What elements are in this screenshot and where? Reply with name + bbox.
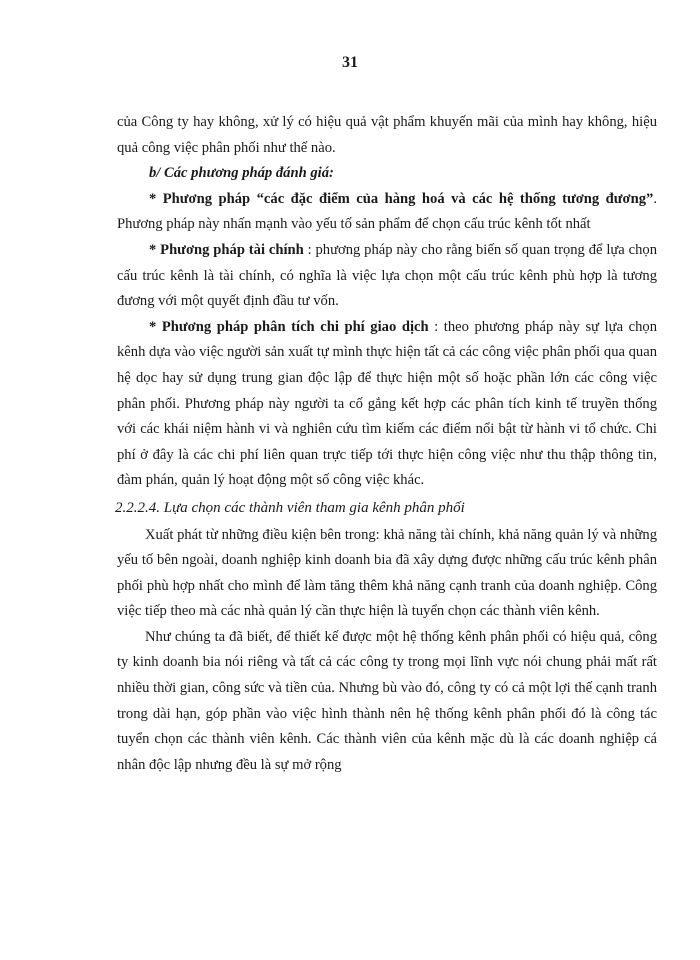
method-characteristics-title: * Phương pháp “các đặc điểm của hàng hoá và các hệ thống tương đương” bbox=[149, 190, 654, 207]
paragraph-continuation: của Công ty hay không, xử lý có hiệu quả vật phẩm khuyến mãi của mình hay không, hiệu quả công việc phân phối như thế nào. bbox=[117, 114, 657, 156]
method-financial-text: : phương pháp này cho rằng biến số quan trọng để lựa chọn cấu trúc kênh là tài chính, có nghĩa là việc lựa chọn một cấu trúc kênh phù hợp là tương đương với một quyết định đầu tư vốn. bbox=[117, 241, 657, 310]
method-characteristics-text: . Phương pháp này nhấn mạnh vào yếu tố sản phẩm để chọn cấu trúc kênh tốt nhất bbox=[117, 190, 657, 233]
method-transaction-cost-paragraph bbox=[117, 315, 657, 494]
method-financial-title: * Phương pháp tài chính bbox=[149, 241, 304, 258]
section-heading-2-2-2-4: 2.2.2.4. Lựa chọn các thành viên tham gia kênh phân phối bbox=[115, 499, 465, 516]
method-characteristics-paragraph bbox=[117, 187, 657, 238]
method-transaction-cost-text: : theo phương pháp này sự lựa chọn kênh dựa vào việc người sản xuất tự mình thực hiện tất cả các công việc phân phối qua quan hệ dọc hay sử dụng trung gian độc lập để thực hiện một số hoặc phần lớn các công việc phân phối. Phương pháp này người ta cố gắng kết hợp các phân tích kinh tế truyền thống với các khái niệm hành vi và nghiên cứu tìm kiếm các điểm nổi bật từ hành vi tổ chức. Chi phí ở đây là các chi phí liên quan trực tiếp tới thực hiện công việc như thu thập thông tin, đàm phán, quản lý hoạt động một số công việc khác. bbox=[117, 318, 657, 489]
document-body bbox=[117, 110, 657, 778]
page-number: 31 bbox=[342, 54, 358, 71]
paragraph-selection-intro: Xuất phát từ những điều kiện bên trong: khả năng tài chính, khả năng quản lý và những yếu tố bên ngoài, doanh nghiệp kinh doanh bia đã xây dựng được những cấu trúc kênh phân phối phù hợp nhất cho mình để làm tăng thêm khả năng cạnh tranh của doanh nghiệp. Công việc tiếp theo mà các nhà quản lý cần thực hiện là tuyển chọn các thành viên kênh. bbox=[117, 526, 657, 620]
method-financial-paragraph bbox=[117, 238, 657, 315]
method-transaction-cost-title: * Phương pháp phân tích chi phí giao dịch bbox=[149, 318, 429, 335]
subheading-evaluation-methods: b/ Các phương pháp đánh giá: bbox=[149, 165, 334, 182]
paragraph-selection-detail: Như chúng ta đã biết, để thiết kế được một hệ thống kênh phân phối có hiệu quả, công ty kinh doanh bia nói riêng và tất cả các công ty trong mọi lĩnh vực nói chung phải mất rất nhiều thời gian, công sức và tiền của. Nhưng bù vào đó, công ty có cả một lợi thế cạnh tranh trong dài hạn, góp phần vào việc hình thành nên hệ thống kênh phân phối đó là công tác tuyển chọn các thành viên kênh. Các thành viên của kênh mặc dù là các doanh nghiệp cá nhân độc lập nhưng đều là sự mở rộng bbox=[117, 628, 657, 773]
